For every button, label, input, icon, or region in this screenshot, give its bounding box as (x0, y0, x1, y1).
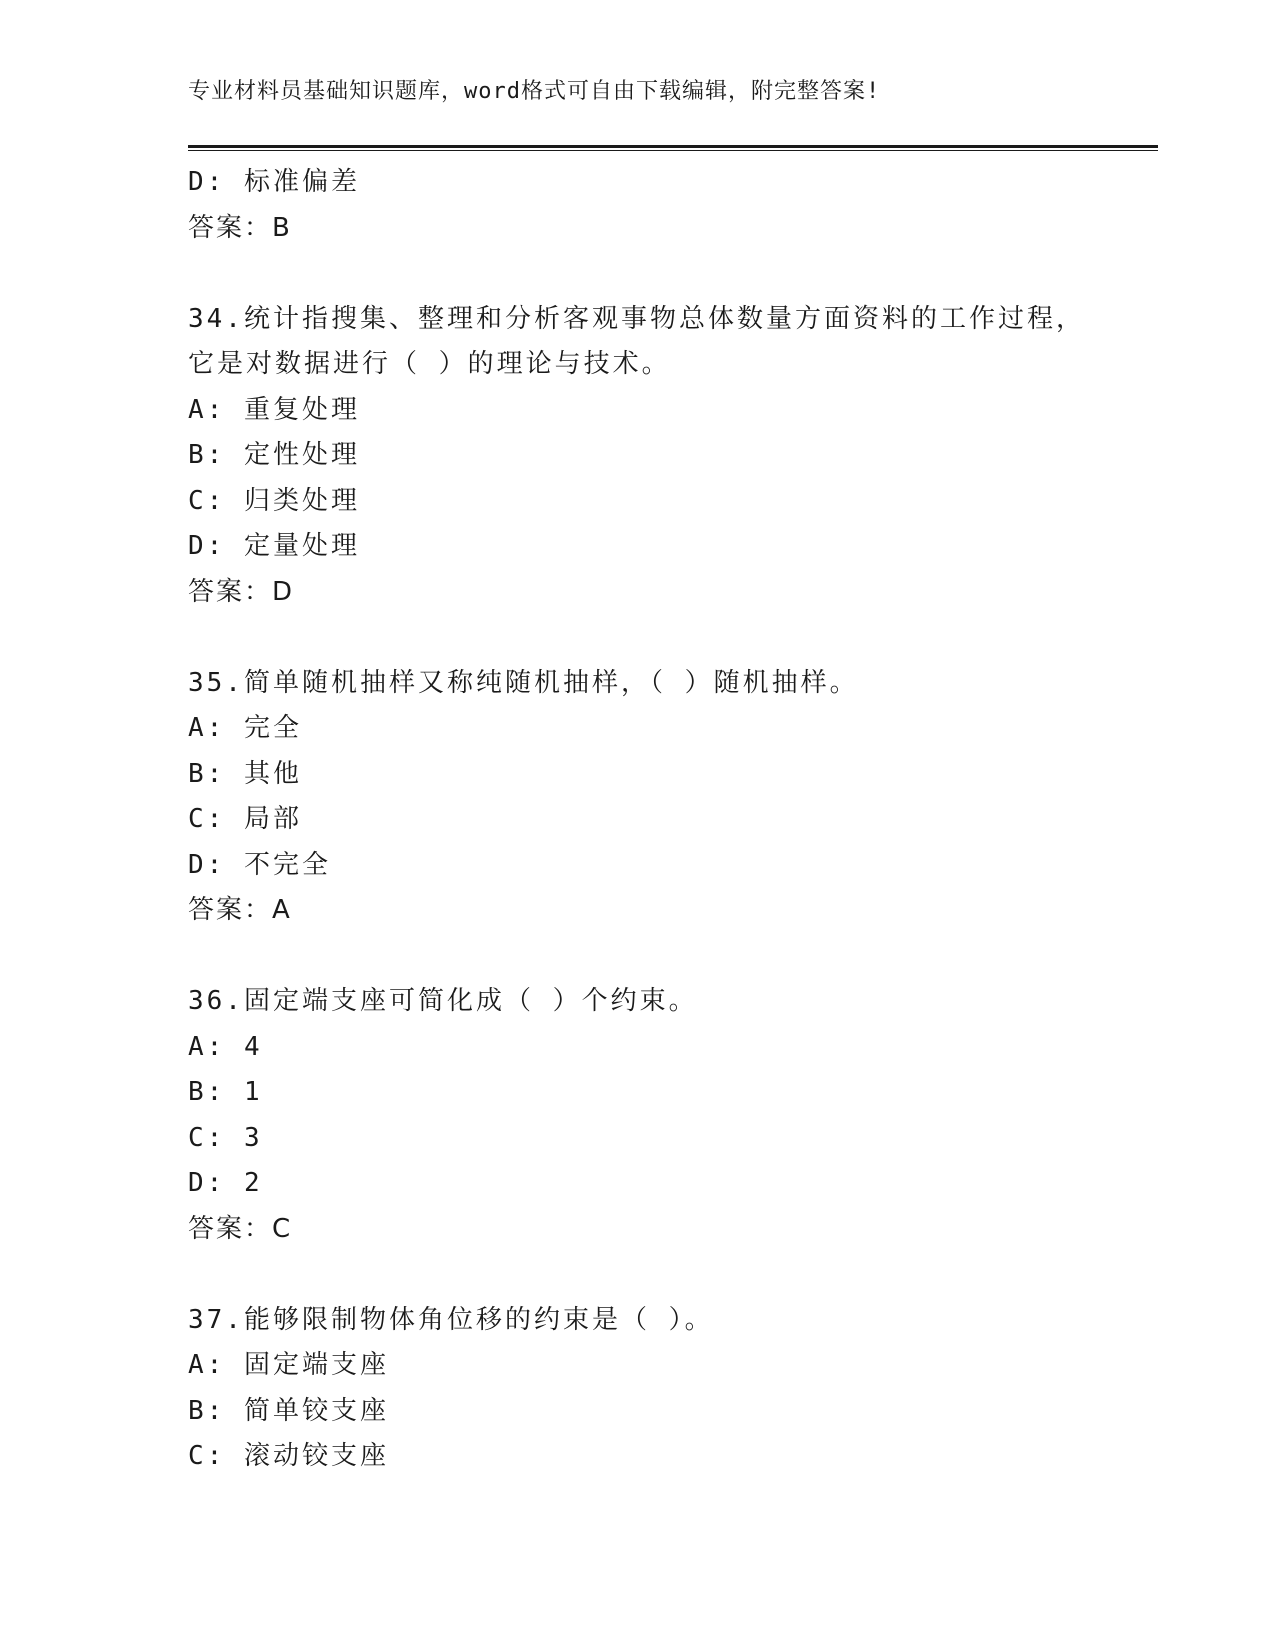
answer-line: 答案：A (188, 895, 292, 925)
option-a: A: 4 (188, 1031, 263, 1062)
question-37 (188, 1298, 1158, 1480)
option-a: A: 固定端支座 (188, 1350, 389, 1380)
option-c: C: 局部 (188, 804, 302, 834)
answer-line: 答案：D (188, 576, 295, 607)
option-d: D: 不完全 (188, 849, 331, 880)
answer-line: 答案：B (188, 212, 292, 243)
option-d: D: 标准偏差 (188, 167, 360, 197)
answer-line: 答案：C (188, 1213, 293, 1244)
option-a: A: 完全 (188, 713, 302, 743)
header-rule-thick (188, 145, 1158, 148)
question-stem: 36.固定端支座可简化成（ ）个约束。 (188, 986, 698, 1016)
option-b: B: 1 (188, 1077, 263, 1107)
question-stem: 34.统计指搜集、整理和分析客观事物总体数量方面资料的工作过程， (188, 303, 1085, 334)
option-c: C: 归类处理 (188, 485, 360, 516)
question-stem-continued: 它是对数据进行（ ）的理论与技术。 (188, 349, 671, 379)
question-stem: 35.简单随机抽样又称纯随机抽样，（ ）随机抽样。 (188, 667, 859, 698)
option-c: C: 3 (188, 1122, 263, 1153)
question-36 (188, 979, 1158, 1252)
option-a: A: 重复处理 (188, 394, 360, 425)
spacer (188, 934, 1158, 980)
spacer (188, 615, 1158, 661)
option-b: B: 定性处理 (188, 440, 360, 470)
question-35 (188, 661, 1158, 934)
header-rule-thin (188, 150, 1158, 151)
question-content (188, 160, 1158, 1480)
option-b: B: 简单铰支座 (188, 1395, 389, 1426)
question-stem: 37.能够限制物体角位移的约束是（ ）。 (188, 1304, 714, 1335)
option-b: B: 其他 (188, 758, 302, 789)
page-header: 专业材料员基础知识题库，word格式可自由下载编辑，附完整答案! (188, 79, 881, 104)
spacer (188, 251, 1158, 297)
option-d: D: 定量处理 (188, 531, 360, 561)
option-d: D: 2 (188, 1168, 263, 1198)
option-c: C: 滚动铰支座 (188, 1441, 389, 1471)
question-34 (188, 297, 1158, 616)
spacer (188, 1252, 1158, 1298)
